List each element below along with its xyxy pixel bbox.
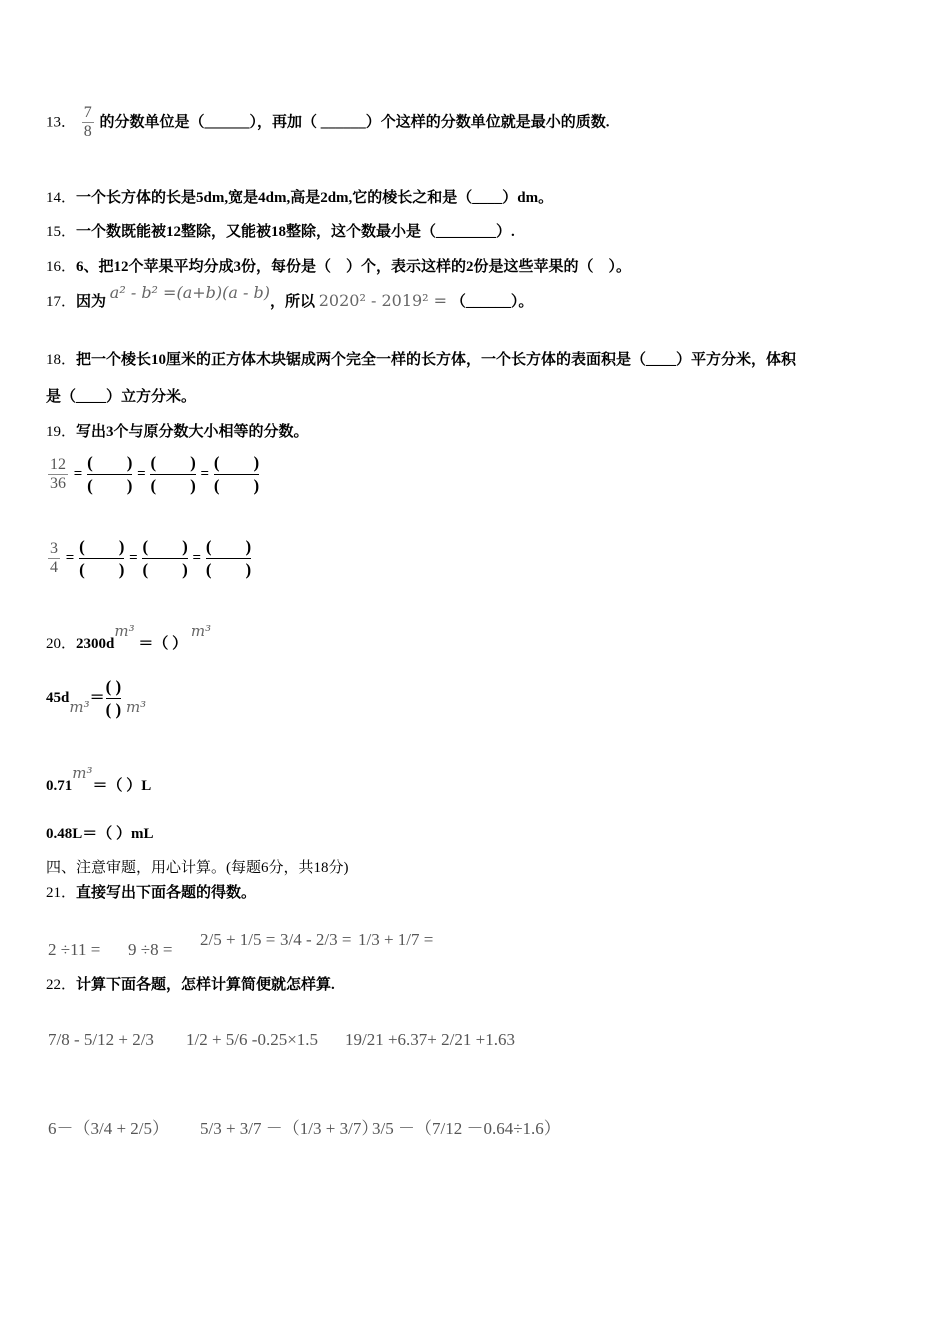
unit-cubic-meter: m³ [114,622,135,640]
question-number: 22． [46,977,77,993]
fraction-12-36: $\frac{12}{36}$ [50,455,66,493]
answer-blank: ＝（ ） [138,636,188,652]
equivalent-fractions-row-1 [46,452,260,497]
question-16 [46,255,631,276]
question-text: 6、把12个苹果平均分成3份，每份是（ ）个，表示这样的2份是这些苹果的（ ）。 [76,259,632,275]
value: 0.71 [46,778,73,794]
question-20a [46,622,212,653]
expr-21-2: 9 ÷8 = [128,940,173,959]
value: 0.48L＝（ ）mL [46,826,154,842]
equals-sign: = [200,466,210,483]
value: 2300d [76,636,115,652]
question-number: 14． [46,190,77,206]
problem-22-2: 1/2 + 5/6 -0.25×1.5 [186,1030,319,1049]
question-20c [46,764,152,795]
question-21 [46,881,256,902]
question-number: 17． [46,294,77,310]
expr-21-3: 2/5 + 1/5 = [200,930,276,949]
question-18-cont [46,385,196,406]
question-number: 19． [46,424,77,440]
question-text: 写出3个与原分数大小相等的分数。 [76,424,309,440]
question-text: 因为 [76,294,107,310]
problem-22-5: 5/3 + 3/7 －（1/3 + 3/7） [200,1119,379,1138]
equals-sign: = [65,550,75,567]
equivalent-fractions-row-2 [46,536,252,581]
question-15 [46,220,515,241]
blank-fraction: ( ) ( ) [105,677,122,720]
question-text: 的分数单位是（______），再加（ ______）个这样的分数单位就是最小的质数. [99,114,610,131]
question-14 [46,186,553,207]
question-20b: 45dm³＝ ( ) ( ) m³ [46,676,146,721]
equals-sign: = [192,550,202,567]
fraction-3-4: $\frac{3}{4}$ [50,539,58,577]
unit-cubic-meter: m³ [72,764,93,782]
question-13 [46,104,610,142]
question-number: 15． [46,224,77,240]
expr-21-5: 1/3 + 1/7 = [358,930,434,949]
unit-cubic-meter: m³ [125,698,147,717]
question-text: 把一个棱长10厘米的正方体木块锯成两个完全一样的长方体，一个长方体的表面积是（____）平方分米，体积 [76,352,797,368]
expr-21-4: 3/4 - 2/3 = [280,930,352,949]
blank-fraction: ( ) ( ) [142,537,188,580]
question-number: 20． [46,636,77,652]
question-18 [46,348,796,369]
blank-fraction: ( ) ( ) [205,537,252,580]
question-20d [46,822,154,843]
unit-cubic-meter: m³ [69,698,90,717]
question-text: 是（____）立方分米。 [46,389,197,405]
expression: 2020² - 2019² = [318,291,448,310]
equals-sign: = [137,466,146,483]
fraction-7-8: $\frac{7}{8}$ [83,104,92,141]
answer-blank: ＝（ ）L [92,778,152,794]
question-22 [46,973,335,994]
question-17 [46,283,534,311]
question-text: 计算下面各题，怎样计算简便就怎样算. [76,977,335,993]
question-number: 18． [46,352,77,368]
expr-21-1: 2 ÷11 = [48,940,101,959]
section-4-title: 四、注意审题，用心计算。(每题6分，共18分) [46,860,349,876]
question-text: 直接写出下面各题的得数。 [76,885,257,901]
blank-fraction: ( ) ( ) [79,537,125,580]
problem-22-4: 6－（3/4 + 2/5） [48,1119,170,1138]
blank-fraction: ( ) ( ) [87,453,133,496]
unit-cubic-meter: m³ [190,622,212,640]
answer-blank: （______）。 [450,294,534,310]
question-text: 一个长方体的长是5dm,宽是4dm,高是2dm,它的棱长之和是（____）dm。 [76,190,554,206]
question-number: 13． [46,114,77,131]
question-19 [46,420,309,441]
equals-sign: = [73,466,83,483]
value: 45d [46,690,70,707]
problem-22-1: 7/8 - 5/12 + 2/3 [48,1030,154,1049]
equals-sign: = [129,550,138,567]
formula-difference-of-squares: a² - b² =(a+b)(a - b) [109,283,270,302]
blank-fraction: ( ) ( ) [150,453,196,496]
question-text: ，所以 [269,294,315,310]
problem-22-3: 19/21 +6.37+ 2/21 +1.63 [345,1030,515,1049]
question-number: 21． [46,885,77,901]
problem-22-6: 3/5 －（7/12 －0.64÷1.6） [372,1119,561,1138]
question-text: 一个数既能被12整除，又能被18整除，这个数最小是（________）. [76,224,515,240]
blank-fraction: ( ) ( ) [213,453,260,496]
question-number: 16． [46,259,77,275]
